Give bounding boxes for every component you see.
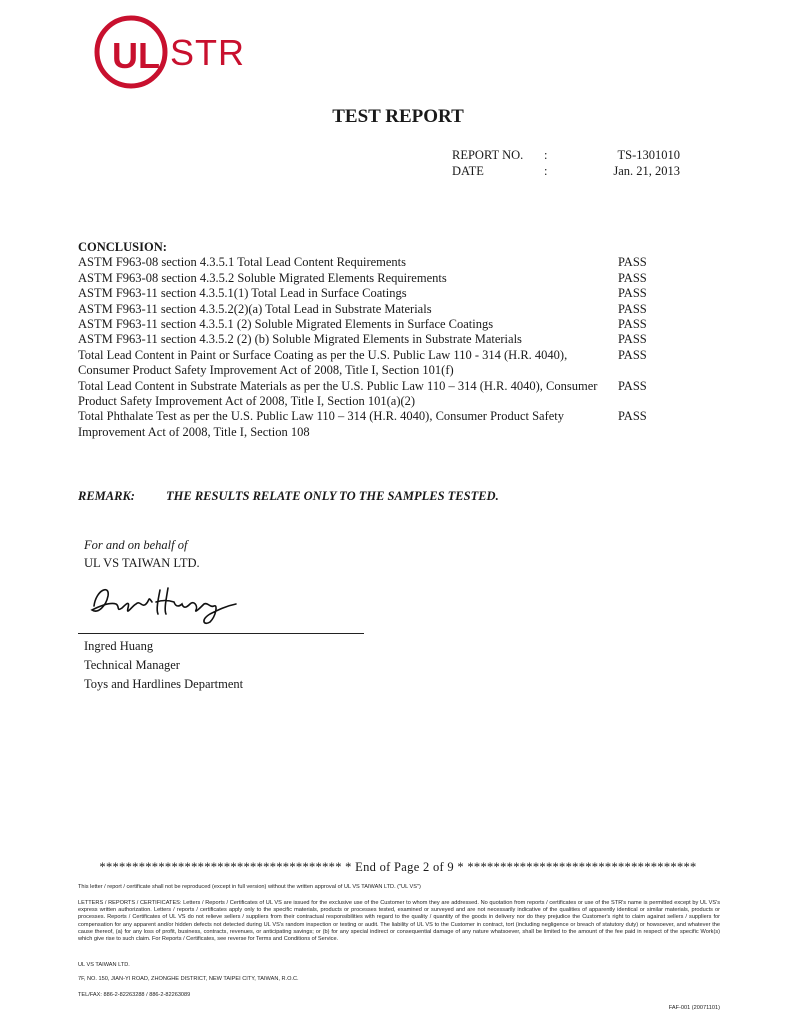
conclusion-row [78, 255, 698, 270]
conclusion-heading: CONCLUSION: [78, 240, 167, 254]
report-number-colon: : [544, 148, 548, 162]
on-behalf-block [84, 536, 200, 572]
conclusion-row [78, 379, 698, 410]
conclusion-test: ASTM F963-11 section 4.3.5.2 (2) (b) Soluble Migrated Elements in Substrate Materials [78, 332, 522, 347]
conclusion-row [78, 317, 698, 332]
company-name: UL VS TAIWAN LTD. [84, 556, 200, 570]
conclusion-result: PASS [618, 270, 647, 285]
remark [78, 489, 499, 504]
signer-block [84, 637, 243, 694]
handwritten-signature [86, 576, 246, 626]
conclusion-result: PASS [618, 409, 647, 424]
conclusion-result: PASS [618, 301, 647, 316]
conclusion-result: PASS [618, 347, 647, 362]
conclusion-test: Total Phthalate Test as per the U.S. Public Law 110 – 314 (H.R. 4040), Consumer Product Safety Improvement Act of 2008, Title I, Section 108 [78, 409, 565, 439]
conclusion-result: PASS [618, 332, 647, 347]
conclusion-row [78, 302, 698, 317]
footer-company: UL VS TAIWAN LTD. [78, 962, 130, 968]
signature-line [78, 633, 364, 634]
report-date-value: Jan. 21, 2013 [613, 164, 680, 178]
conclusion-test: ASTM F963-11 section 4.3.5.1(1) Total Lead in Surface Coatings [78, 286, 407, 301]
ul-str-logo [92, 12, 272, 92]
remark-text: THE RESULTS RELATE ONLY TO THE SAMPLES TESTED. [166, 489, 499, 503]
conclusion-row [78, 271, 698, 286]
report-number-value: TS-1301010 [617, 148, 680, 162]
conclusion-result: PASS [618, 286, 647, 301]
conclusion-test: Total Lead Content in Paint or Surface Coating as per the U.S. Public Law 110 - 314 (H.R. 4040), Consumer Product Safety Improvement Act of 2008, Title I, Section 101(f) [78, 347, 568, 378]
conclusion-result: PASS [618, 378, 647, 393]
conclusion-result: PASS [618, 317, 647, 332]
signer-name: Ingred Huang [84, 639, 154, 653]
ul-logo-letters: UL [112, 35, 160, 76]
remark-label: REMARK: [78, 489, 135, 503]
conclusion-section [78, 240, 698, 440]
conclusion-result: PASS [618, 255, 647, 270]
ul-logo-mark [92, 12, 172, 92]
conclusion-row [78, 348, 698, 379]
report-date-colon: : [544, 164, 548, 178]
on-behalf-line: For and on behalf of [84, 538, 188, 552]
footer-tel: TEL/FAX: 886-2-82263288 / 886-2-82263089 [78, 992, 191, 998]
conclusion-row [78, 286, 698, 301]
signer-position: Technical Manager [84, 658, 180, 672]
conclusion-test: ASTM F963-11 section 4.3.5.2(2)(a) Total Lead in Substrate Materials [78, 301, 432, 316]
conclusion-test: ASTM F963-08 section 4.3.5.2 Soluble Migrated Elements Requirements [78, 270, 447, 285]
report-number-label: REPORT NO. [452, 148, 524, 162]
footer-address: 7F, NO. 150, JIAN-YI ROAD, ZHONGHE DISTRICT, NEW TAIPEI CITY, TAIWAN, R.O.C. [78, 976, 299, 982]
report-date-label: DATE [452, 164, 484, 178]
report-date-row [452, 163, 680, 179]
conclusion-row [78, 409, 698, 440]
conclusion-test: ASTM F963-08 section 4.3.5.1 Total Lead Content Requirements [78, 255, 407, 270]
signature-image [86, 576, 246, 626]
footer-terms: LETTERS / REPORTS / CERTIFICATES: Letters / Reports / Certificates of UL VS are issued for the exclusive use of the Customer to whom they are addressed. No quotation from reports / certificates or use of the STR's name is permitted except by UL VS's express written authorization. Letters / reports / certificates apply only to the specific materials, products or processes tested, examined or surveyed and are not necessarily indicative of the qualities of apparently identical or similar materials, products or processes. Reports / Certificates of UL VS do not relieve sellers / suppliers from their contractual responsibilities with regard to the quality / quantity of the goods in delivery nor do they prejudice the Customer's right to claim against sellers / suppliers for compensation for any apparent and/or hidden defects not detected during UL VS's random inspection or testing or audit. The liability of UL VS to the Customer in contract, tort (including negligence or breach of statutory duty) or howsoever, and whatever the cause thereof, (a) for any loss of profit, business, contracts, revenues, or anticipating savings; or (b) for any special indirect or consequential damage of any nature whatsoever, shall be limited to the amount of the fee paid in respect of the specific Work(s) which give rise to such claim. For Reports / Certificates, see reverse for Terms and Conditions of Service. [78, 900, 720, 943]
conclusion-row [78, 332, 698, 347]
form-code: FAF-001 (20071101) [668, 1005, 720, 1011]
report-number-row [452, 147, 680, 163]
conclusion-test: ASTM F963-11 section 4.3.5.1 (2) Soluble Migrated Elements in Surface Coatings [78, 317, 494, 332]
report-meta [452, 147, 680, 179]
end-of-page: ************************************* * End of Page 2 of 9 * *********************************** [99, 860, 697, 874]
logo-str-text: STR [170, 32, 245, 73]
footer-notice: This letter / report / certificate shall not be reproduced (except in full version) without the written approval of UL VS TAIWAN LTD. ("UL VS") [78, 884, 421, 890]
report-title: TEST REPORT [332, 106, 464, 127]
conclusion-test: Total Lead Content in Substrate Materials as per the U.S. Public Law 110 – 314 (H.R. 4040), Consumer Product Safety Improvement Act of 2008, Title I, Section 101(a)(2) [78, 378, 598, 409]
signer-department: Toys and Hardlines Department [84, 677, 244, 691]
